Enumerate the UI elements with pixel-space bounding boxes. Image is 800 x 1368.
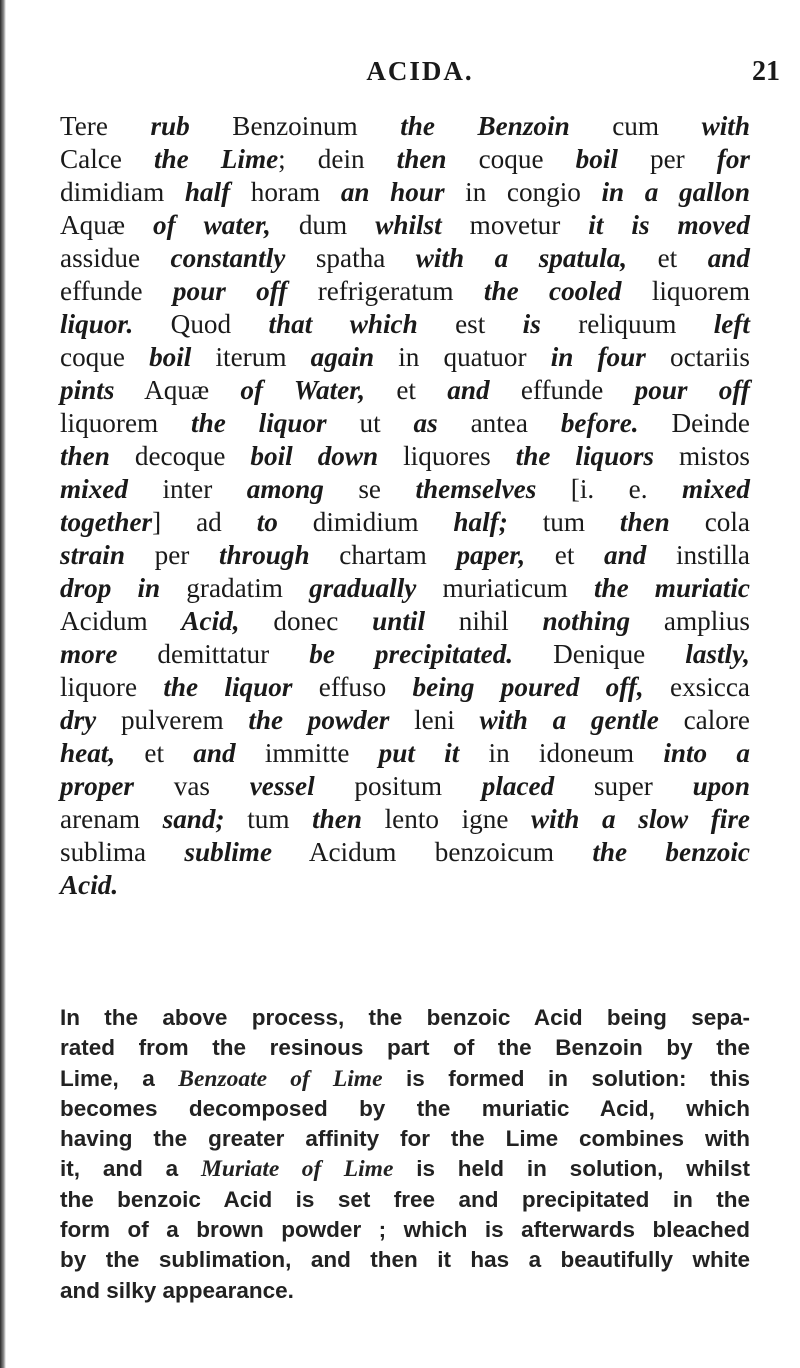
- english-gloss: an hour: [340, 177, 445, 207]
- latin-line: [60, 143, 750, 176]
- text-run: et: [525, 540, 605, 570]
- text-run: becomes decomposed by the muriatic Acid, which: [60, 1095, 750, 1121]
- english-gloss: to: [256, 507, 278, 537]
- text-run: et: [365, 375, 448, 405]
- text-run: dum: [270, 210, 376, 240]
- text-run: Benzoinum: [189, 111, 401, 141]
- latin-line: [60, 374, 750, 407]
- english-gloss: being poured off,: [412, 672, 644, 702]
- english-line: [60, 1064, 750, 1094]
- english-gloss: pour off: [634, 375, 750, 405]
- text-run: vas: [134, 771, 250, 801]
- text-run: super: [554, 771, 693, 801]
- text-run: et: [115, 738, 194, 768]
- english-gloss: put it: [378, 738, 460, 768]
- english-line: [60, 1003, 750, 1033]
- english-gloss: Muriate of Lime: [200, 1156, 394, 1183]
- english-gloss: boil: [575, 144, 618, 174]
- english-gloss: with a spatula,: [415, 243, 628, 273]
- english-gloss: sublime: [184, 837, 273, 867]
- text-run: ; dein: [278, 144, 397, 174]
- english-gloss: themselves: [415, 474, 537, 504]
- running-title: ACIDA.: [366, 56, 474, 86]
- text-run: decoque: [109, 441, 251, 471]
- text-run: is held in solution, whilst: [393, 1156, 750, 1182]
- english-gloss: before.: [560, 408, 639, 438]
- english-gloss: again: [310, 342, 375, 372]
- text-run: having the greater affinity for the Lime combines with: [60, 1126, 750, 1152]
- english-gloss: be precipitated.: [309, 639, 514, 669]
- text-run: assidue: [60, 243, 171, 273]
- latin-line: [60, 110, 750, 143]
- page-number: 21: [752, 56, 780, 87]
- text-run: in idoneum: [459, 738, 664, 768]
- latin-line: [60, 704, 750, 737]
- page-header: [60, 56, 780, 96]
- latin-line: [60, 275, 750, 308]
- english-gloss: Acid,: [181, 606, 240, 636]
- english-gloss: then: [60, 441, 110, 471]
- english-gloss: placed: [481, 771, 555, 801]
- text-run: mistos: [654, 441, 750, 471]
- latin-line: [60, 605, 750, 638]
- text-run: it, and a: [60, 1156, 201, 1182]
- text-run: per: [124, 540, 219, 570]
- english-gloss: vessel: [249, 771, 315, 801]
- text-run: form of a brown powder ; which is afterwards bleached: [60, 1217, 750, 1243]
- english-line: [60, 1215, 750, 1245]
- text-run: Tere: [60, 111, 151, 141]
- english-gloss: into a: [663, 738, 750, 768]
- text-run: sublima: [60, 837, 185, 867]
- text-run: Calce: [60, 144, 154, 174]
- english-gloss: until: [372, 606, 425, 636]
- text-run: per: [617, 144, 717, 174]
- english-gloss: that which: [268, 309, 418, 339]
- english-gloss: with a slow fire: [531, 804, 750, 834]
- text-run: calore: [658, 705, 750, 735]
- text-run: demittatur: [117, 639, 310, 669]
- english-line: [60, 1276, 750, 1306]
- text-run: Acidum benzoicum: [272, 837, 593, 867]
- text-run: Aquæ: [114, 375, 241, 405]
- text-run: liquorem: [60, 408, 192, 438]
- text-run: lento igne: [362, 804, 532, 834]
- latin-line: [60, 770, 750, 803]
- latin-line: [60, 737, 750, 770]
- text-run: effunde: [60, 276, 173, 306]
- text-run: tum: [507, 507, 620, 537]
- english-gloss: half: [184, 177, 231, 207]
- text-run: amplius: [630, 606, 751, 636]
- text-run: in congio: [444, 177, 602, 207]
- text-run: antea: [437, 408, 561, 438]
- text-run: ut: [326, 408, 414, 438]
- text-run: positum: [314, 771, 482, 801]
- text-run: [i. e.: [536, 474, 683, 504]
- english-gloss: the benzoic: [592, 837, 750, 867]
- english-gloss: among: [246, 474, 324, 504]
- text-run: ] ad: [152, 507, 257, 537]
- latin-line: [60, 539, 750, 572]
- english-line: [60, 1154, 750, 1184]
- text-run: spatha: [285, 243, 416, 273]
- text-run: effuso: [292, 672, 413, 702]
- english-gloss: gradually: [309, 573, 417, 603]
- text-run: cum: [569, 111, 702, 141]
- english-gloss: the liquors: [515, 441, 654, 471]
- english-line: [60, 1245, 750, 1275]
- english-gloss: nothing: [542, 606, 631, 636]
- text-run: tum: [224, 804, 313, 834]
- text-run: movetur: [441, 210, 589, 240]
- text-run: pulverem: [96, 705, 249, 735]
- english-gloss: then: [619, 507, 670, 537]
- english-line: [60, 1185, 750, 1215]
- english-gloss: constantly: [170, 243, 286, 273]
- text-run: Quod: [133, 309, 269, 339]
- text-run: est: [417, 309, 523, 339]
- english-gloss: with: [701, 111, 750, 141]
- english-line: [60, 1033, 750, 1063]
- english-gloss: mixed: [682, 474, 751, 504]
- text-run: reliquum: [540, 309, 714, 339]
- text-run: instilla: [646, 540, 750, 570]
- text-run: iterum: [191, 342, 311, 372]
- text-run: nihil: [425, 606, 543, 636]
- latin-line: [60, 506, 750, 539]
- english-gloss: of water,: [152, 210, 271, 240]
- text-run: refrigeratum: [287, 276, 484, 306]
- english-gloss: together: [60, 507, 153, 537]
- english-gloss: it is moved: [588, 210, 751, 240]
- english-line: [60, 1094, 750, 1124]
- english-gloss: for: [716, 144, 750, 174]
- english-gloss: as: [413, 408, 438, 438]
- english-gloss: and: [193, 738, 236, 768]
- text-run: gradatim: [160, 573, 310, 603]
- english-gloss: upon: [692, 771, 750, 801]
- text-run: liquorem: [621, 276, 750, 306]
- english-gloss: and: [707, 243, 750, 273]
- english-gloss: more: [60, 639, 118, 669]
- english-gloss: the Lime: [153, 144, 279, 174]
- text-run: coque: [60, 342, 150, 372]
- text-run: se: [323, 474, 416, 504]
- english-gloss: Acid.: [60, 870, 119, 900]
- english-gloss: in a gallon: [601, 177, 750, 207]
- text-run: Aquæ: [60, 210, 153, 240]
- text-run: Lime, a: [60, 1065, 179, 1091]
- text-run: donec: [239, 606, 373, 636]
- latin-line: [60, 572, 750, 605]
- english-gloss: dry: [60, 705, 97, 735]
- text-run: dimidiam: [60, 177, 185, 207]
- text-run: is formed in solution: this: [382, 1065, 750, 1091]
- english-gloss: proper: [60, 771, 135, 801]
- latin-line: [60, 308, 750, 341]
- english-gloss: of Water,: [240, 375, 366, 405]
- text-run: Deinde: [638, 408, 750, 438]
- english-gloss: with a gentle: [479, 705, 659, 735]
- english-gloss: then: [396, 144, 447, 174]
- text-run: leni: [389, 705, 480, 735]
- english-gloss: half;: [453, 507, 508, 537]
- latin-line: [60, 473, 750, 506]
- english-gloss: boil down: [250, 441, 379, 471]
- text-run: arenam: [60, 804, 163, 834]
- english-gloss: pour off: [172, 276, 288, 306]
- english-gloss: left: [713, 309, 750, 339]
- english-gloss: drop in: [60, 573, 161, 603]
- latin-line: [60, 836, 750, 869]
- english-gloss: is: [522, 309, 541, 339]
- text-run: Acidum: [60, 606, 182, 636]
- latin-line: [60, 671, 750, 704]
- latin-line: [60, 407, 750, 440]
- english-gloss: the liquor: [191, 408, 327, 438]
- english-gloss: the cooled: [483, 276, 622, 306]
- english-gloss: the powder: [248, 705, 390, 735]
- english-gloss: lastly,: [685, 639, 750, 669]
- text-run: horam: [230, 177, 341, 207]
- latin-line: [60, 209, 750, 242]
- english-gloss: paper,: [456, 540, 526, 570]
- text-run: cola: [669, 507, 750, 537]
- text-run: dimidium: [277, 507, 454, 537]
- latin-line: [60, 869, 750, 902]
- english-gloss: rub: [150, 111, 190, 141]
- english-gloss: pints: [60, 375, 115, 405]
- english-gloss: the liquor: [163, 672, 293, 702]
- text-run: and silky appearance.: [60, 1277, 294, 1303]
- text-run: rated from the resinous part of the Benzoin by the: [60, 1035, 750, 1061]
- text-run: In the above process, the benzoic Acid being sepa-: [60, 1005, 750, 1030]
- text-run: chartam: [309, 540, 457, 570]
- english-commentary-paragraph: [60, 1003, 750, 1306]
- english-gloss: the Benzoin: [400, 111, 570, 141]
- english-line: [60, 1124, 750, 1154]
- text-run: liquore: [60, 672, 164, 702]
- english-gloss: mixed: [60, 474, 128, 504]
- text-run: muriaticum: [416, 573, 594, 603]
- english-gloss: the muriatic: [593, 573, 750, 603]
- latin-recipe-paragraph: [60, 110, 750, 902]
- text-run: Denique: [513, 639, 686, 669]
- latin-line: [60, 341, 750, 374]
- english-gloss: liquor.: [60, 309, 134, 339]
- latin-line: [60, 638, 750, 671]
- text-run: by the sublimation, and then it has a beautifully white: [60, 1247, 750, 1273]
- text-run: the benzoic Acid is set free and precipitated in the: [60, 1186, 750, 1212]
- english-gloss: through: [218, 540, 310, 570]
- text-run: octariis: [645, 342, 750, 372]
- text-run: inter: [127, 474, 247, 504]
- english-gloss: and: [604, 540, 647, 570]
- text-run: liquores: [378, 441, 516, 471]
- text-run: effunde: [489, 375, 635, 405]
- english-gloss: Benzoate of Lime: [178, 1065, 383, 1092]
- latin-line: [60, 176, 750, 209]
- english-gloss: in four: [550, 342, 646, 372]
- english-gloss: heat,: [60, 738, 116, 768]
- latin-line: [60, 803, 750, 836]
- text-run: in quatuor: [374, 342, 551, 372]
- english-gloss: boil: [149, 342, 192, 372]
- text-run: exsicca: [643, 672, 750, 702]
- latin-line: [60, 242, 750, 275]
- text-run: et: [627, 243, 708, 273]
- english-gloss: then: [312, 804, 362, 834]
- english-gloss: sand;: [162, 804, 225, 834]
- latin-line: [60, 440, 750, 473]
- text-run: coque: [446, 144, 576, 174]
- english-gloss: whilst: [375, 210, 442, 240]
- text-run: immitte: [235, 738, 379, 768]
- english-gloss: strain: [60, 540, 125, 570]
- english-gloss: and: [447, 375, 490, 405]
